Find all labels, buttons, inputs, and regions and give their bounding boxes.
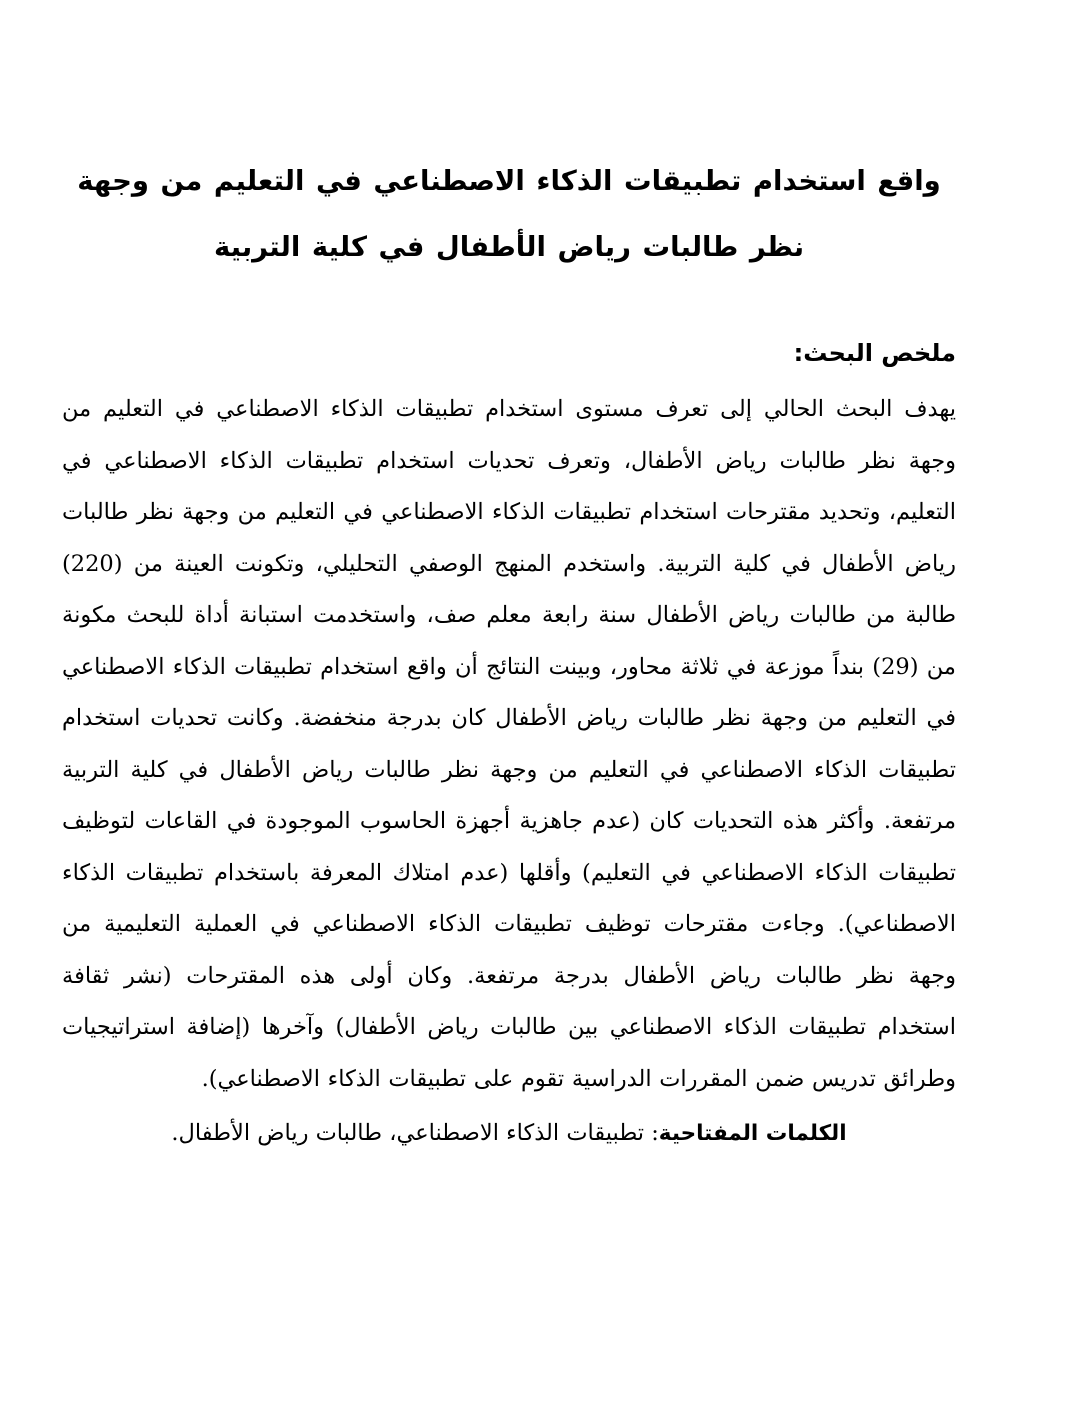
abstract-body-text: يهدف البحث الحالي إلى تعرف مستوى استخدام تطبيقات الذكاء الاصطناعي في التعليم من وجهة نظر طالبات رياض الأطفال، وتعرف تحديات استخدام تطبيقات الذكاء الاصطناعي في التعليم، وتحديد مقترحات استخدام تطبيقات الذكاء الاصطناعي في التعليم من وجهة نظر طالبات رياض الأطفال في كلية التربية. واستخدم المنهج الوصفي التحليلي، وتكونت العينة من (220) طالبة من طالبات رياض الأطفال سنة رابعة معلم صف، واستخدمت استبانة أداة للبحث مكونة من (29) بنداً موزعة في ثلاثة محاور، وبينت النتائج أن واقع استخدام تطبيقات الذكاء الاصطناعي في التعليم من وجهة نظر طالبات رياض الأطفال كان بدرجة منخفضة. وكانت تحديات استخدام تطبيقات الذكاء الاصطناعي في التعليم من وجهة نظر طالبات رياض الأطفال في كلية التربية مرتفعة. وأكثر هذه التحديات كان (عدم جاهزية أجهزة الحاسوب الموجودة في القاعات لتوظيف تطبيقات الذكاء الاصطناعي في التعليم) وأقلها (عدم امتلاك المعرفة باستخدام تطبيقات الذكاء الاصطناعي). وجاءت مقترحات توظيف تطبيقات الذكاء الاصطناعي في العملية التعليمية من وجهة نظر طالبات رياض الأطفال بدرجة مرتفعة. وكان أولى هذه المقترحات (نشر ثقافة استخدام تطبيقات الذكاء الاصطناعي بين طالبات رياض الأطفال) وآخرها (إضافة استراتيجيات وطرائق تدريس ضمن المقررات الدراسية تقوم على تطبيقات الذكاء الاصطناعي).	[62, 396, 956, 1092]
abstract-heading: ملخص البحث:	[793, 339, 956, 367]
keywords-values: تطبيقات الذكاء الاصطناعي، طالبات رياض الأطفال.	[171, 1120, 645, 1146]
keywords-separator: :	[644, 1120, 659, 1146]
keywords-line	[62, 1111, 956, 1156]
document-content	[62, 148, 956, 1156]
keywords-label: الكلمات المفتاحية	[658, 1121, 847, 1146]
page-title: واقع استخدام تطبيقات الذكاء الاصطناعي في التعليم من وجهة نظر طالبات رياض الأطفال في كلية التربية	[77, 165, 941, 263]
